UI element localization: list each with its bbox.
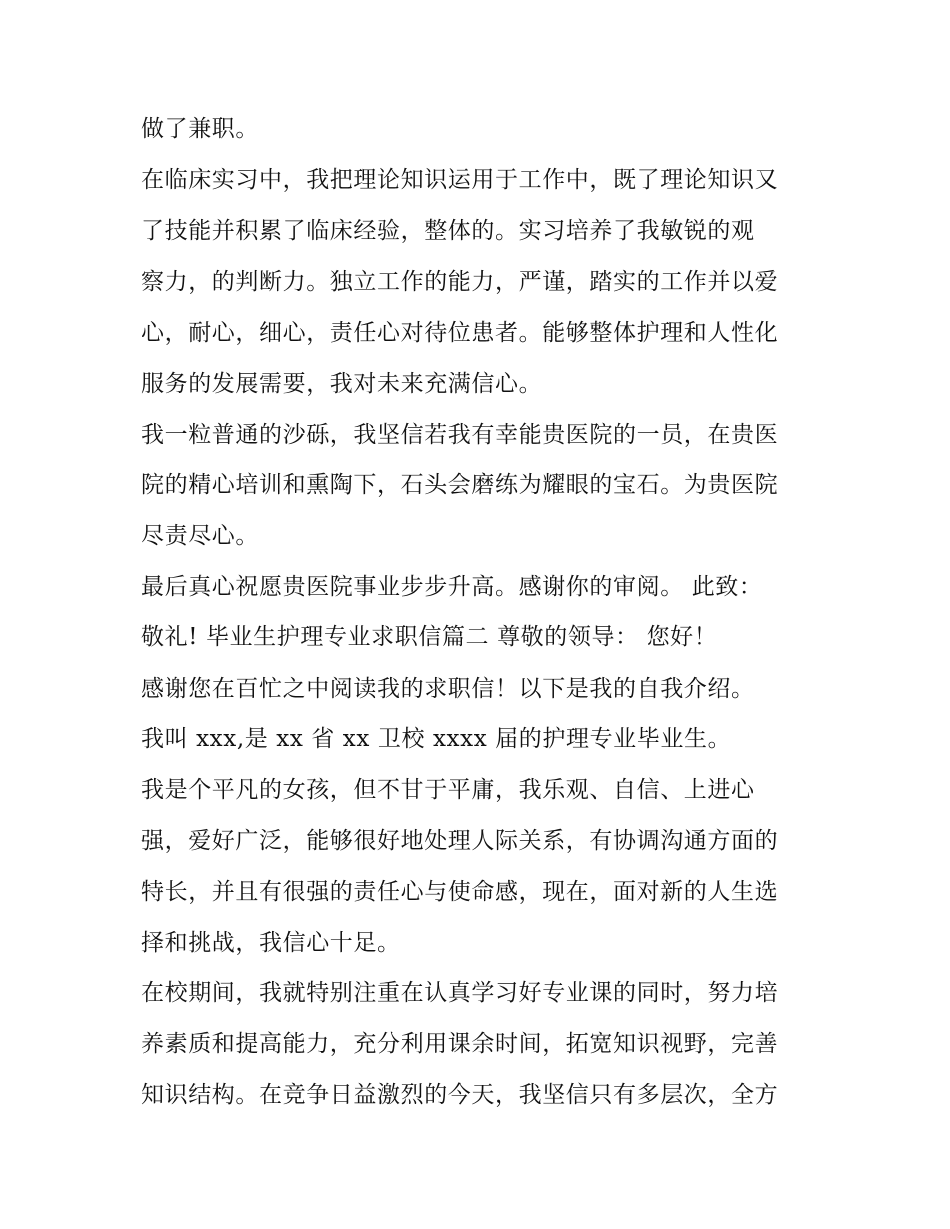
text-line: 择和挑战，我信心十足。 [141, 930, 401, 956]
text-line: 院的精心培训和熏陶下，石头会磨练为耀眼的宝石。为贵医院 [141, 472, 779, 498]
text-line: 在校期间，我就特别注重在认真学习好专业课的同时，努力培 [141, 980, 779, 1006]
text-line: 最后真心祝愿贵医院事业步步升高。感谢你的审阅。 此致： [141, 574, 763, 600]
text-line: 我叫 xxx,是 xx 省 xx 卫校 xxxx 届的护理专业毕业生。 [141, 726, 732, 752]
text-line: 敬礼! 毕业生护理专业求职信篇二 尊敬的领导： 您好！ [141, 624, 718, 650]
text-line: 做了兼职。 [141, 116, 259, 142]
text-line: 服务的发展需要，我对未来充满信心。 [141, 371, 543, 397]
text-line: 尽责尽心。 [141, 523, 259, 549]
text-line: 特长，并且有很强的责任心与使命感，现在，面对新的人生选 [141, 879, 779, 905]
text-line: 养素质和提高能力，充分利用课余时间，拓宽知识视野，完善 [141, 1031, 779, 1057]
text-line: 了技能并积累了临床经验，整体的。实习培养了我敏锐的观 [141, 218, 755, 244]
text-line: 我一粒普通的沙砾，我坚信若我有幸能贵医院的一员，在贵医 [141, 422, 779, 448]
text-line: 我是个平凡的女孩，但不甘于平庸，我乐观、自信、上进心 [141, 777, 755, 803]
text-line: 感谢您在百忙之中阅读我的求职信！以下是我的自我介绍。 [141, 676, 755, 702]
text-line: 强，爱好广泛，能够很好地处理人际关系，有协调沟通方面的 [141, 828, 779, 854]
text-line: 知识结构。在竞争日益激烈的今天，我坚信只有多层次，全方 [141, 1082, 779, 1108]
text-line: 心，耐心，细心，责任心对待位患者。能够整体护理和人性化 [141, 320, 779, 346]
text-line: 在临床实习中，我把理论知识运用于工作中，既了理论知识又 [141, 167, 779, 193]
text-line: 察力，的判断力。独立工作的能力，严谨，踏实的工作并以爱 [141, 269, 779, 295]
